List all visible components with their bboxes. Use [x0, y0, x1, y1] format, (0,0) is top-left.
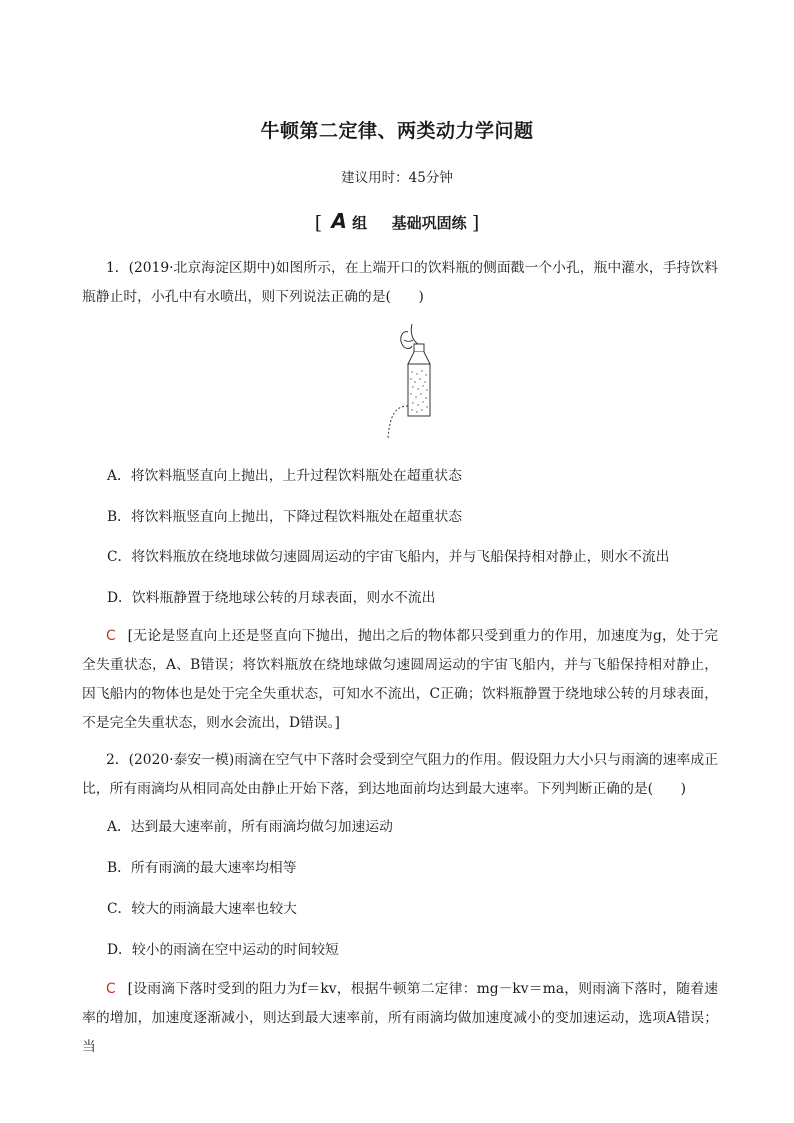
q2-solution — [82, 975, 718, 1062]
q1-explanation: [无论是竖直向上还是竖直向下抛出，抛出之后的物体都只受到重力的作用，加速度为g，处于完全失重状态，A、B错误；将饮料瓶放在绕地球做匀速圆周运动的宇宙飞船内，并与飞船保持相对静止，因飞船内的物体也是处于完全失重状态，可知水不流出，C正确；饮料瓶静置于绕地球公转的月球表面，不是完全失重状态，则水会流出，D错误。] — [82, 628, 718, 731]
q2-option-c: C．较大的雨滴最大速率也较大 — [107, 901, 297, 917]
q1-option-d: D．饮料瓶静置于绕地球公转的月球表面，则水不流出 — [107, 590, 436, 606]
q2-option-b: B．所有雨滴的最大速率均相等 — [107, 860, 297, 876]
bottle-neck — [408, 352, 430, 364]
group-suffix: 组 — [352, 214, 368, 232]
q2-option-d: D．较小的雨滴在空中运动的时间较短 — [107, 942, 339, 958]
question-1-stem: 1．(2019·北京海淀区期中)如图所示，在上端开口的饮料瓶的侧面戳一个小孔，瓶中灌水，手持饮料瓶静止时，小孔中有水喷出，则下列说法正确的是( ) — [82, 260, 718, 305]
group-bracket-close: ] — [471, 212, 480, 234]
water-jet — [388, 406, 408, 438]
hand-wrist — [411, 324, 418, 344]
q2-option-a: A．达到最大速率前，所有雨滴均做匀加速运动 — [107, 819, 393, 835]
page-title: 牛顿第二定律、两类动力学问题 — [260, 120, 534, 142]
q1-answer: C — [106, 628, 116, 644]
group-letter: A — [331, 209, 347, 233]
q2-explanation: [设雨滴下落时受到的阻力为f＝kv，根据牛顿第二定律：mg－kv＝ma，则雨滴下落时，随着速率的增加，加速度逐渐减小，则达到最大速率前，所有雨滴均做加速度减小的变加速运动，选项A错误；当 — [82, 981, 718, 1055]
q1-option-a: A．将饮料瓶竖直向上抛出，上升过程饮料瓶处在超重状态 — [107, 468, 462, 484]
q1-option-c: C．将饮料瓶放在绕地球做匀速圆周运动的宇宙飞船内，并与飞船保持相对静止，则水不流出 — [107, 549, 670, 565]
q1-option-b: B．将饮料瓶竖直向上抛出，下降过程饮料瓶处在超重状态 — [107, 509, 463, 525]
question-2-stem: 2．(2020·泰安一模)雨滴在空气中下落时会受到空气阻力的作用。假设阻力大小只与雨滴的速率成正比，所有雨滴均从相同高处由静止开始下落，到达地面前均达到最大速率。下列判断正确的是( ) — [82, 752, 718, 797]
group-bracket-open: [ — [314, 212, 323, 234]
bottle-cap — [414, 344, 424, 352]
finger-line — [404, 340, 413, 342]
hand-outline — [401, 332, 412, 349]
group-name: 基础巩固练 — [391, 214, 467, 232]
q1-solution — [82, 622, 718, 738]
q2-answer: C — [106, 981, 116, 997]
group-heading — [0, 209, 794, 234]
suggested-time: 建议用时：45分钟 — [341, 170, 453, 186]
bottle-figure — [360, 322, 440, 444]
